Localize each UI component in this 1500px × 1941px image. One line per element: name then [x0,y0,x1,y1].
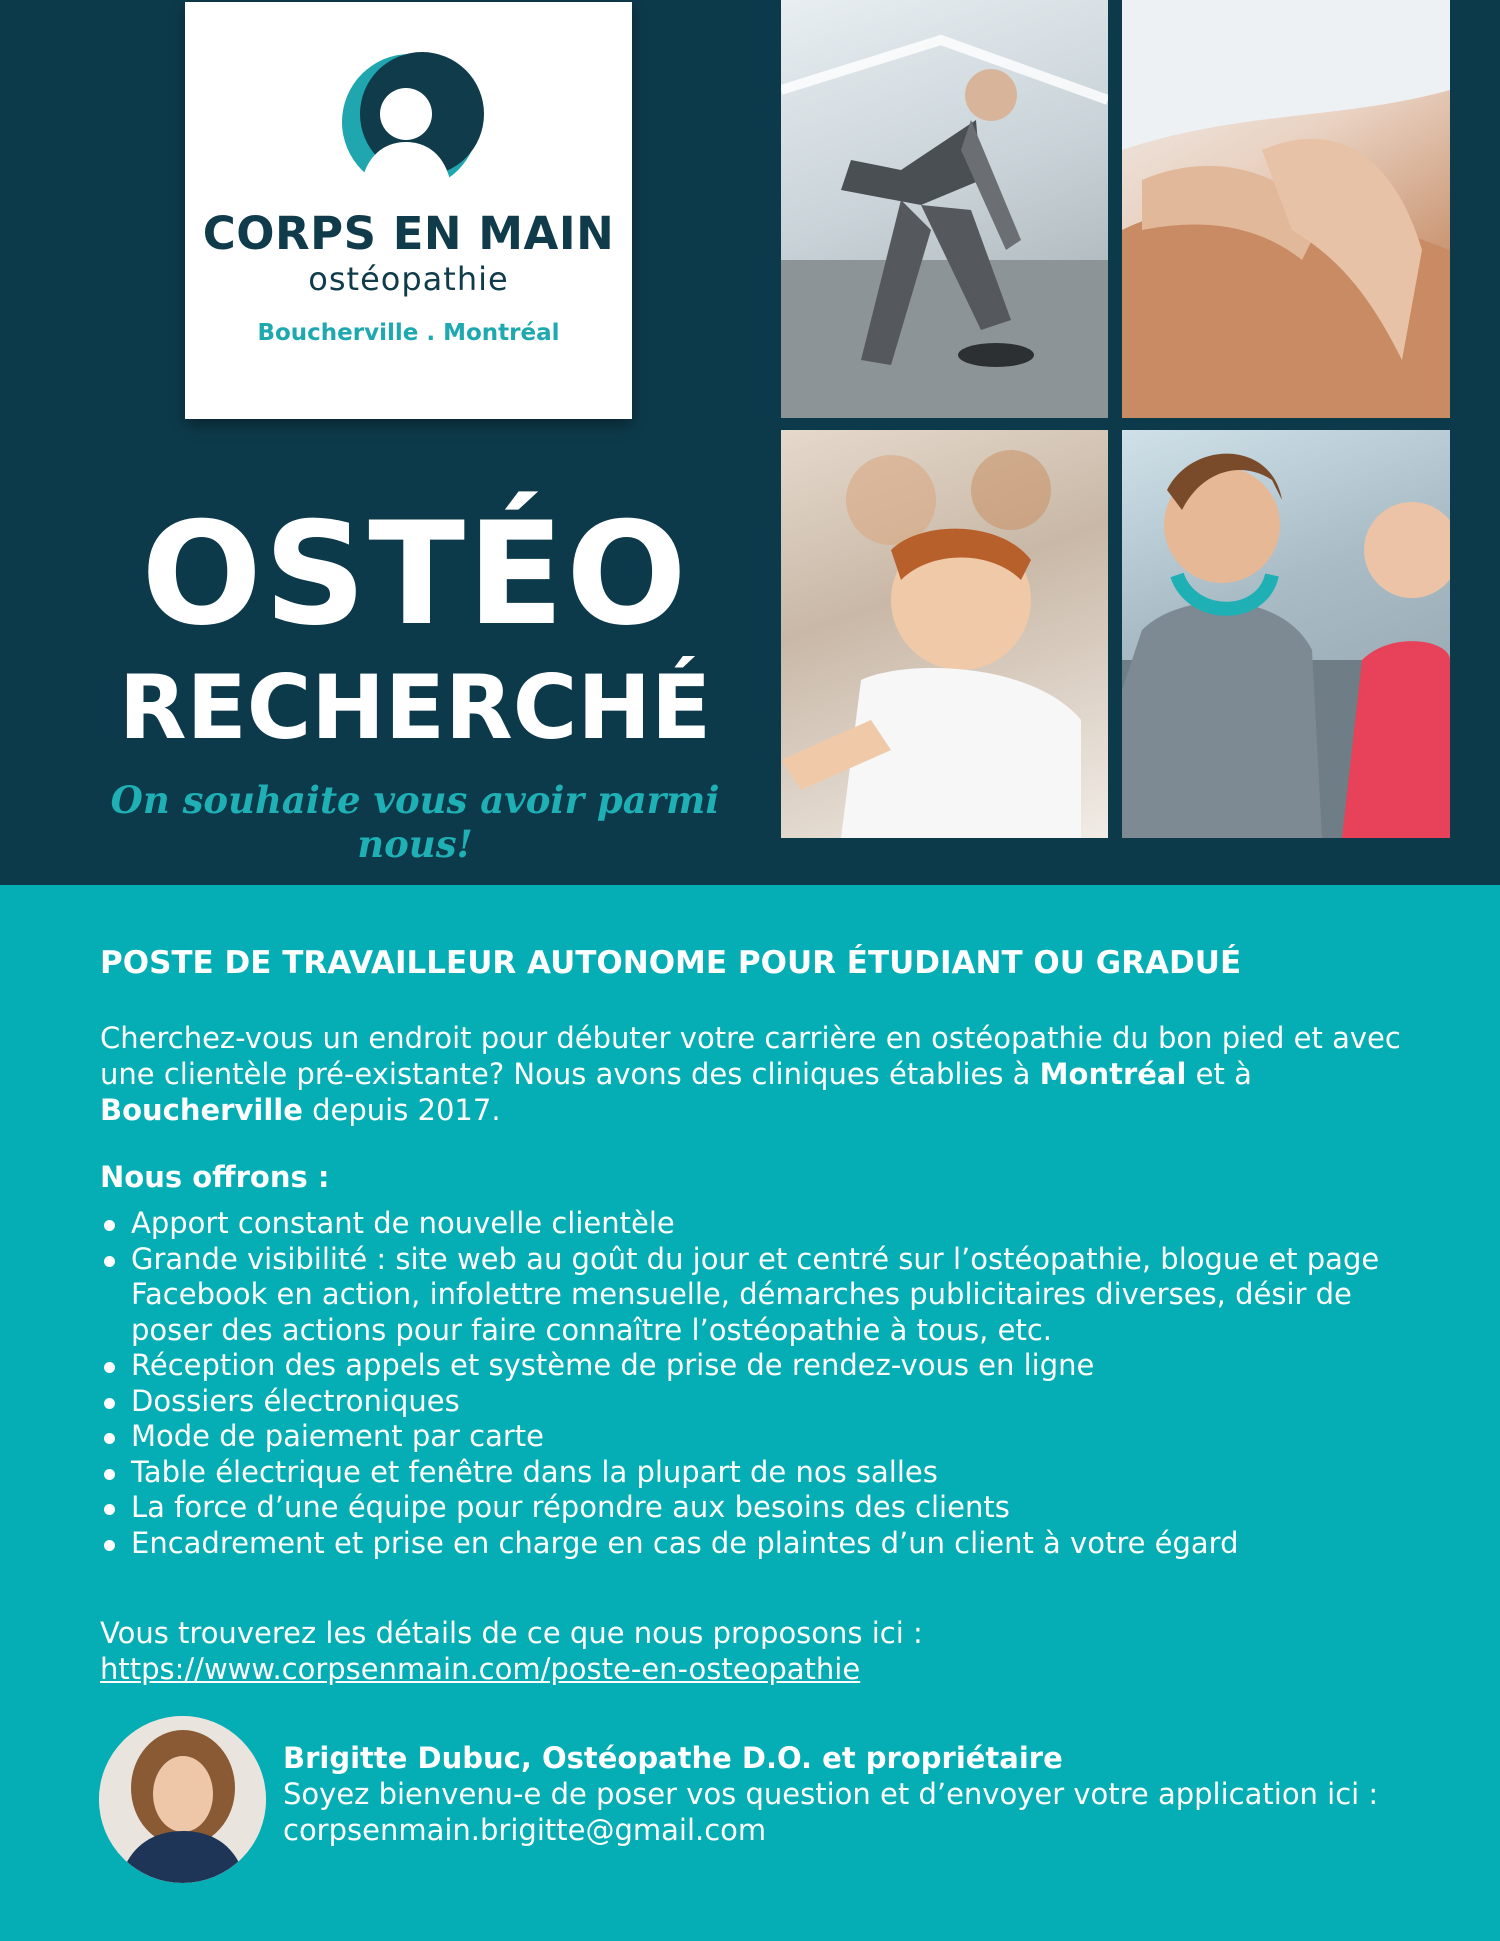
list-item: Encadrement et prise en charge en cas de plaintes d’un client à votre égard [100,1526,1420,1562]
contact-name: Brigitte Dubuc, Ostéopathe D.O. et propriétaire [283,1741,1063,1775]
job-heading: POSTE DE TRAVAILLEUR AUTONOME POUR ÉTUDIANT OU GRADUÉ [100,945,1242,981]
contact-message: Soyez bienvenu-e de poser vos question et d’envoyer votre application ici : [283,1777,1379,1811]
city-montreal: Montréal [1039,1057,1187,1091]
logo-locations: Boucherville . Montréal [257,320,560,346]
list-item: Grande visibilité : site web au goût du jour et centré sur l’ostéopathie, blogue et page Facebook en action, infolettre mensuelle, démarches publicitaires diverses, désir de poser des actions pour faire connaître l’ostéopathie à tous, etc. [100,1242,1420,1349]
offers-list [100,1206,1420,1561]
offers-title: Nous offrons : [100,1160,330,1194]
photo-baby-crawling [781,430,1108,838]
list-item: Dossiers électroniques [100,1384,1420,1420]
city-boucherville: Boucherville [100,1093,303,1127]
contact-block [283,1740,1463,1848]
hero-tagline: On souhaite vous avoir parmi nous! [110,778,720,866]
photo-couple-running [1122,430,1450,838]
details-block [100,1615,1400,1687]
hero-title: OSTÉO [141,492,689,657]
logo-person-icon [330,52,490,192]
logo-name: CORPS EN MAIN [202,207,615,260]
photo-massage-hands [1122,0,1450,418]
list-item: Mode de paiement par carte [100,1419,1420,1455]
list-item: La force d’une équipe pour répondre aux besoins des clients [100,1490,1420,1526]
details-link[interactable]: https://www.corpsenmain.com/poste-en-osteopathie [100,1652,861,1686]
details-text: Vous trouverez les détails de ce que nous proposons ici : [100,1616,923,1650]
photo-senior-stretching [781,0,1108,418]
logo-card [185,2,632,419]
hero-subtitle: RECHERCHÉ [118,656,712,759]
intro-paragraph: Cherchez-vous un endroit pour débuter votre carrière en ostéopathie du bon pied et avec une clientèle pré-existante? Nous avons des cliniques établies à Montréal et à Boucherville depuis 2017. [100,1021,1401,1127]
contact-email[interactable]: corpsenmain.brigitte@gmail.com [283,1813,767,1847]
logo-subtitle: ostéopathie [308,260,509,298]
list-item: Réception des appels et système de prise de rendez-vous en ligne [100,1348,1420,1384]
avatar [99,1716,266,1883]
list-item: Table électrique et fenêtre dans la plupart de nos salles [100,1455,1420,1491]
list-item: Apport constant de nouvelle clientèle [100,1206,1420,1242]
